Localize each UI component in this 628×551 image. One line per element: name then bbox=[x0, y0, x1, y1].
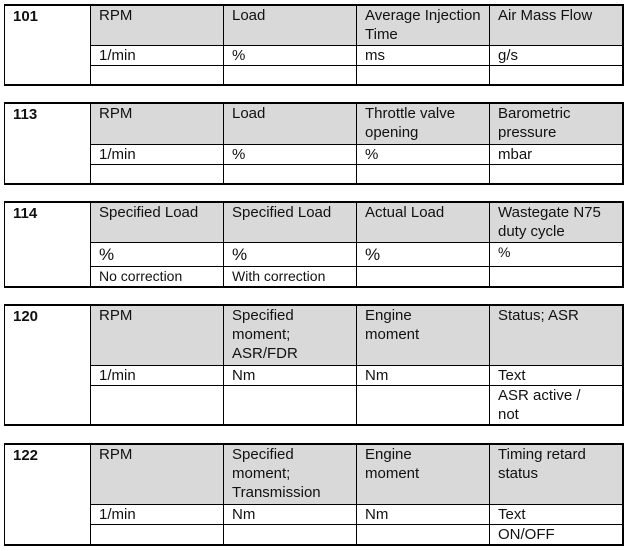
unit-cell: % bbox=[224, 242, 357, 266]
note-cell bbox=[357, 385, 490, 425]
note-cell bbox=[224, 524, 357, 545]
header-cell: Specified Load bbox=[91, 202, 224, 242]
block-number: 114 bbox=[5, 202, 91, 287]
measuring-block-113 bbox=[4, 102, 624, 185]
note-cell bbox=[357, 266, 490, 287]
block-number: 101 bbox=[5, 5, 91, 85]
unit-cell: ms bbox=[357, 45, 490, 65]
note-cell bbox=[91, 524, 224, 545]
unit-cell: % bbox=[224, 45, 357, 65]
note-cell: No correction bbox=[91, 266, 224, 287]
measuring-block-122 bbox=[4, 443, 624, 546]
header-cell: Engine moment bbox=[357, 444, 490, 504]
header-cell: Timing retard status bbox=[490, 444, 623, 504]
unit-cell: Nm bbox=[224, 365, 357, 385]
header-cell: Average Injection Time bbox=[357, 5, 490, 45]
note-cell bbox=[490, 65, 623, 85]
note-cell bbox=[357, 65, 490, 85]
unit-cell: 1/min bbox=[91, 365, 224, 385]
block-number: 113 bbox=[5, 103, 91, 184]
note-cell bbox=[490, 266, 623, 287]
note-cell: With correction bbox=[224, 266, 357, 287]
header-cell: Status; ASR bbox=[490, 305, 623, 365]
header-cell: RPM bbox=[91, 444, 224, 504]
header-cell: Throttle valve opening bbox=[357, 103, 490, 144]
note-cell bbox=[224, 385, 357, 425]
note-cell bbox=[224, 65, 357, 85]
header-cell: Engine moment bbox=[357, 305, 490, 365]
note-cell bbox=[91, 164, 224, 184]
unit-cell: Nm bbox=[224, 504, 357, 524]
unit-cell: % bbox=[357, 242, 490, 266]
note-cell bbox=[357, 164, 490, 184]
block-number: 122 bbox=[5, 444, 91, 545]
unit-cell: g/s bbox=[490, 45, 623, 65]
header-cell: RPM bbox=[91, 305, 224, 365]
note-cell bbox=[91, 65, 224, 85]
header-cell: Wastegate N75 duty cycle bbox=[490, 202, 623, 242]
header-cell: Actual Load bbox=[357, 202, 490, 242]
header-cell: RPM bbox=[91, 103, 224, 144]
unit-cell: mbar bbox=[490, 144, 623, 164]
unit-cell: Text bbox=[490, 504, 623, 524]
header-cell: Barometric pressure bbox=[490, 103, 623, 144]
header-cell: RPM bbox=[91, 5, 224, 45]
unit-cell: Nm bbox=[357, 365, 490, 385]
header-cell: Load bbox=[224, 5, 357, 45]
block-number: 120 bbox=[5, 305, 91, 425]
header-cell: Specified moment; ASR/FDR bbox=[224, 305, 357, 365]
note-cell bbox=[91, 385, 224, 425]
unit-cell: 1/min bbox=[91, 504, 224, 524]
note-cell bbox=[357, 524, 490, 545]
measuring-block-114 bbox=[4, 201, 624, 288]
note-cell bbox=[490, 164, 623, 184]
note-cell: ASR active / not bbox=[490, 385, 623, 425]
unit-cell: Text bbox=[490, 365, 623, 385]
header-cell: Specified moment; Transmission bbox=[224, 444, 357, 504]
note-cell bbox=[224, 164, 357, 184]
measuring-block-101 bbox=[4, 4, 624, 86]
measuring-block-120 bbox=[4, 304, 624, 426]
header-cell: Specified Load bbox=[224, 202, 357, 242]
unit-cell: % bbox=[490, 242, 623, 266]
unit-cell: % bbox=[357, 144, 490, 164]
note-cell: ON/OFF bbox=[490, 524, 623, 545]
unit-cell: % bbox=[91, 242, 224, 266]
unit-cell: 1/min bbox=[91, 45, 224, 65]
unit-cell: % bbox=[224, 144, 357, 164]
header-cell: Load bbox=[224, 103, 357, 144]
unit-cell: 1/min bbox=[91, 144, 224, 164]
unit-cell: Nm bbox=[357, 504, 490, 524]
header-cell: Air Mass Flow bbox=[490, 5, 623, 45]
